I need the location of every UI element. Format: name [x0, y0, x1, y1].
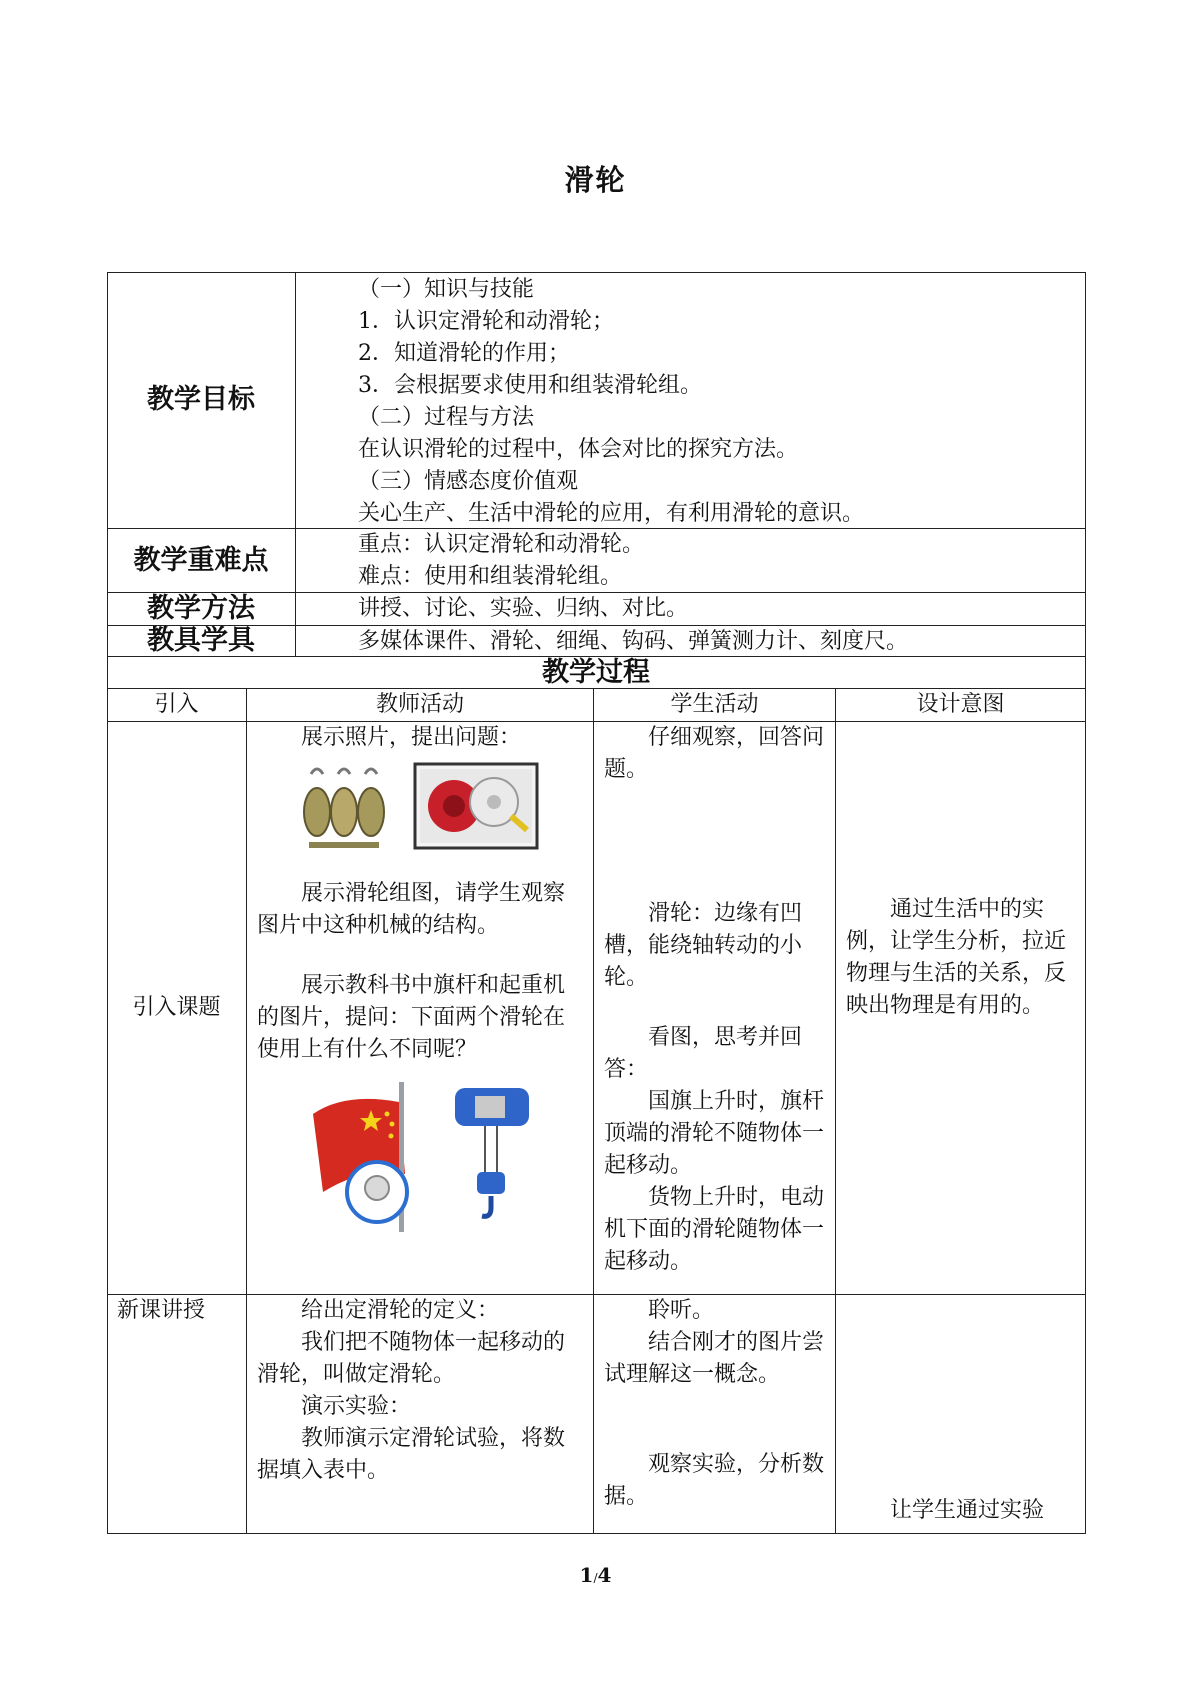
- lesson-plan-table: [107, 272, 1086, 1534]
- intent-text: 让学生通过实验: [890, 1498, 1045, 1523]
- intent-text: 通过生活中的实例，让学生分析，拉近物理与生活的关系，反映出物理是有用的。: [846, 897, 1067, 1018]
- teacher-text: 演示实验：: [301, 1394, 412, 1419]
- teacher-text: 展示照片，提出问题：: [301, 725, 522, 750]
- student-text: 仔细观察，回答问题。: [604, 725, 825, 782]
- crane-hoist-icon: [455, 1088, 529, 1216]
- flag-icon: [313, 1082, 407, 1232]
- stage-cell: [107, 1295, 247, 1534]
- student-activity-cell: [594, 1295, 836, 1534]
- student-text: 货物上升时，电动机下面的滑轮随物体一起移动。: [604, 1185, 825, 1274]
- teacher-activity-cell: [247, 1295, 594, 1534]
- student-activity-cell: [594, 722, 836, 1295]
- objectives-content: [296, 272, 1086, 529]
- methods-text: 讲授、讨论、实验、归纳、对比。: [358, 596, 689, 621]
- objectives-label: 教学目标: [107, 272, 296, 529]
- page-separator: /: [593, 1571, 598, 1585]
- tools-label: 教具学具: [107, 626, 296, 657]
- student-text: 国旗上升时，旗杆顶端的滑轮不随物体一起移动。: [604, 1089, 825, 1178]
- column-header: 引入: [107, 689, 247, 722]
- page-number: [0, 1563, 1191, 1587]
- flagpole-crane-photos: [305, 1074, 545, 1234]
- student-text: 结合刚才的图片尝试理解这一概念。: [604, 1330, 825, 1387]
- teacher-activity-cell: [247, 722, 594, 1295]
- student-text: 观察实验，分析数据。: [604, 1452, 825, 1509]
- key-point-line: 难点：使用和组装滑轮组。: [358, 564, 623, 589]
- objective-line: 关心生产、生活中滑轮的应用，有利用滑轮的意识。: [358, 501, 865, 526]
- student-text: 聆听。: [648, 1298, 715, 1323]
- stage-cell: 引入课题: [107, 722, 247, 1295]
- key-points-label: 教学重难点: [107, 529, 296, 593]
- column-header: 学生活动: [594, 689, 836, 722]
- student-text: 滑轮：边缘有凹槽，能绕轴转动的小轮。: [604, 901, 803, 990]
- tools-content: [296, 626, 1086, 657]
- design-intent-cell: [836, 1295, 1086, 1534]
- pulley-photo-frame: [415, 764, 537, 848]
- teacher-text: 我们把不随物体一起移动的滑轮，叫做定滑轮。: [257, 1330, 566, 1387]
- objective-line: （三）情感态度价值观: [358, 469, 579, 494]
- teacher-text: 教师演示定滑轮试验，将数据填入表中。: [257, 1426, 566, 1483]
- page-title: 滑轮: [564, 163, 627, 197]
- design-intent-cell: [836, 722, 1086, 1295]
- student-text: 看图，思考并回答：: [604, 1025, 803, 1082]
- objective-line: 2．知道滑轮的作用；: [358, 341, 570, 366]
- key-points-content: [296, 529, 1086, 593]
- tools-text: 多媒体课件、滑轮、细绳、钩码、弹簧测力计、刻度尺。: [358, 629, 909, 654]
- methods-label: 教学方法: [107, 593, 296, 626]
- methods-content: [296, 593, 1086, 626]
- page-total: 4: [597, 1563, 612, 1587]
- page-current: 1: [579, 1563, 594, 1587]
- teacher-text: 展示教科书中旗杆和起重机的图片，提问：下面两个滑轮在使用上有什么不同呢？: [257, 973, 566, 1062]
- objective-line: 3．会根据要求使用和组装滑轮组。: [358, 373, 702, 398]
- process-title: 教学过程: [107, 657, 1086, 689]
- objective-line: 1．认识定滑轮和动滑轮；: [358, 309, 614, 334]
- teacher-text: 展示滑轮组图，请学生观察图片中这种机械的结构。: [257, 881, 566, 938]
- objective-line: （一）知识与技能: [358, 277, 535, 302]
- column-header: 教师活动: [247, 689, 594, 722]
- pulley-photos: [291, 760, 571, 860]
- pulley-block-icon: [304, 769, 384, 848]
- objective-line: 在认识滑轮的过程中，体会对比的探究方法。: [358, 437, 799, 462]
- column-header: 设计意图: [836, 689, 1086, 722]
- key-point-line: 重点：认识定滑轮和动滑轮。: [358, 532, 645, 557]
- stage-text: 新课讲授: [117, 1298, 206, 1323]
- objective-line: （二）过程与方法: [358, 405, 535, 430]
- teacher-text: 给出定滑轮的定义：: [301, 1298, 500, 1323]
